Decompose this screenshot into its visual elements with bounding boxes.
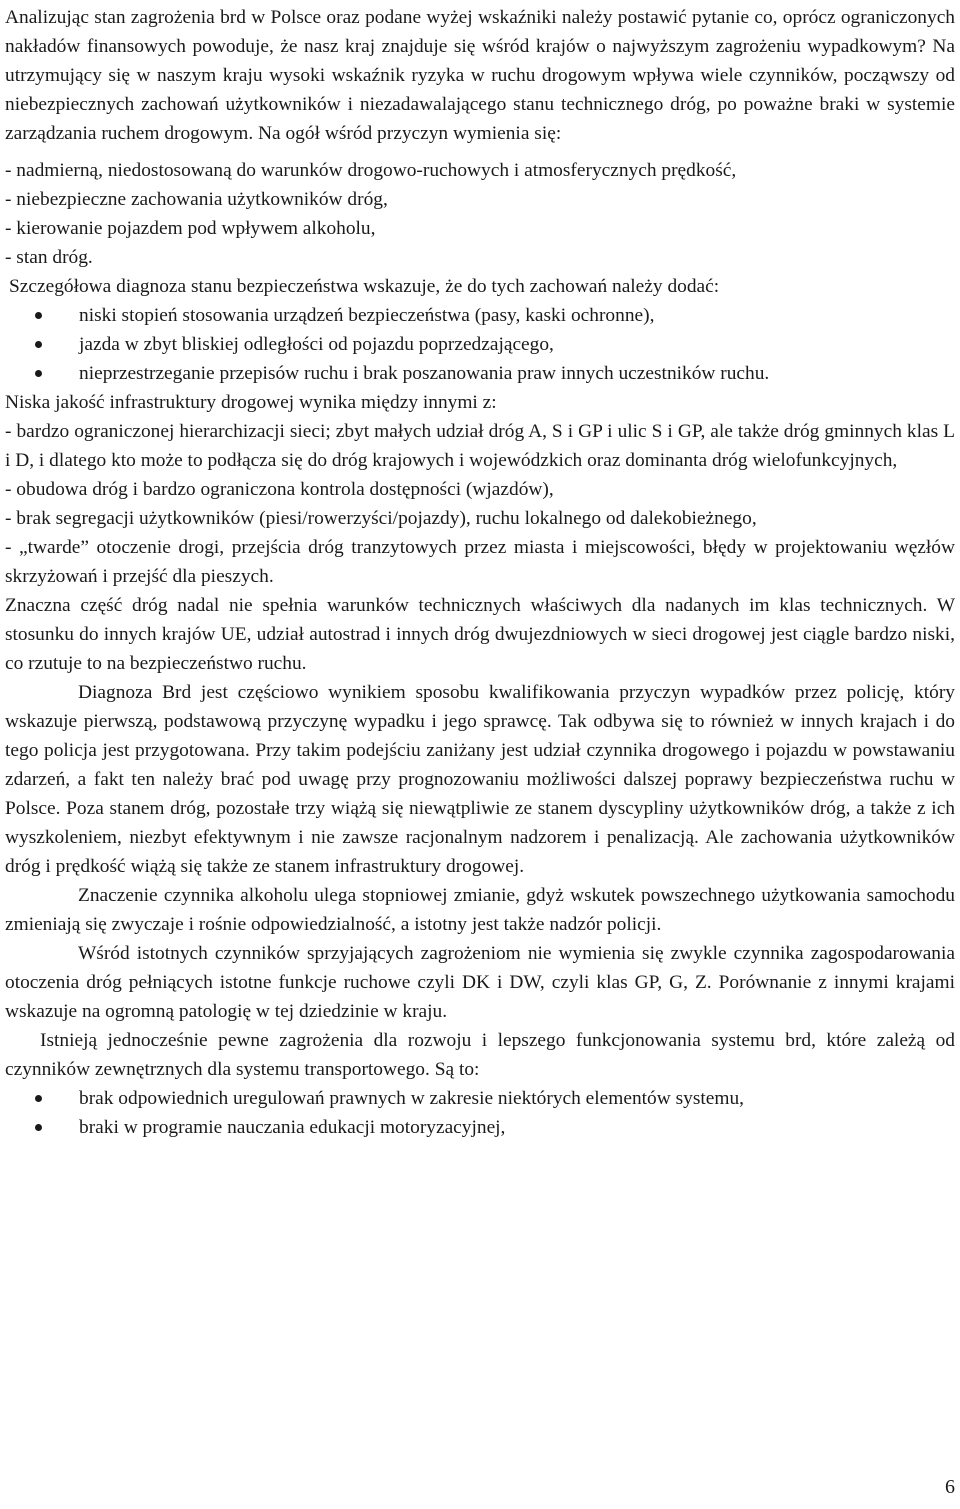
diagnosis-bullet-list bbox=[5, 301, 955, 388]
list-item-text: niski stopień stosowania urządzeń bezpieczeństwa (pasy, kaski ochronne), bbox=[79, 305, 655, 326]
list-item: - niebezpieczne zachowania użytkowników dróg, bbox=[5, 189, 388, 210]
list-item: - nadmierną, niedostosowaną do warunków drogowo-ruchowych i atmosferycznych prędkość, bbox=[5, 160, 737, 181]
page-number: 6 bbox=[945, 1476, 955, 1498]
body-paragraph: Istnieją jednocześnie pewne zagrożenia dla rozwoju i lepszego funkcjonowania systemu brd, które zależą od czynników zewnętrznych dla systemu transportowego. Są to: bbox=[5, 1030, 955, 1080]
infrastructure-list bbox=[5, 417, 955, 591]
bullet-icon bbox=[35, 341, 42, 348]
list-item: - brak segregacji użytkowników (piesi/rowerzyści/pojazdy), ruchu lokalnego od dalekobieżnego, bbox=[5, 508, 757, 529]
infrastructure-paragraph: Niska jakość infrastruktury drogowej wynika między innymi z: bbox=[5, 392, 497, 413]
list-item bbox=[5, 330, 955, 359]
body-paragraph: Wśród istotnych czynników sprzyjających zagrożeniom nie wymienia się zwykle czynnika zagospodarowania otoczenia dróg pełniących istotne funkcje ruchowe czyli DK i DW, czyli klas GP, G, Z. Porównanie z innymi krajami wskazuje na ogromną patologię w tej dziedzinie w kraju. bbox=[5, 943, 955, 1022]
body-paragraph: Znaczenie czynnika alkoholu ulega stopniowej zmianie, gdyż wskutek powszechnego użytkowania samochodu zmieniają się zwyczaje i rośnie odpowiedzialność, a istotny jest także nadzór policji. bbox=[5, 885, 955, 935]
list-item-text: braki w programie nauczania edukacji motoryzacyjnej, bbox=[79, 1117, 506, 1138]
list-item-text: jazda w zbyt bliskiej odległości od pojazdu poprzedzającego, bbox=[79, 334, 554, 355]
intro-paragraph: Analizując stan zagrożenia brd w Polsce oraz podane wyżej wskaźniki należy postawić pytanie co, oprócz ograniczonych nakładów finansowych powoduje, że nasz kraj znajduje się wśród krajów o najwyższym zagrożeniu wypadkowym? Na utrzymujący się w naszym kraju wysoki wskaźnik ryzyka w ruchu drogowym wpływa wiele czynników, począwszy od niebezpiecznych zachowań użytkowników i niezadawalającego stanu technicznego dróg, po poważne braki w systemie zarządzania ruchem drogowym. Na ogół wśród przyczyn wymienia się: bbox=[5, 7, 955, 144]
threats-bullet-list bbox=[5, 1084, 955, 1142]
body-paragraph: Diagnoza Brd jest częściowo wynikiem sposobu kwalifikowania przyczyn wypadków przez policję, który wskazuje pierwszą, podstawową przyczynę wypadku i jego sprawcę. Tak odbywa się to również w innych krajach i do tego policja jest przygotowana. Przy takim podejściu zaniżany jest udział czynnika drogowego i pojazdu w powstawaniu zdarzeń, a fakt ten należy brać pod uwagę przy prognozowaniu możliwości dalszej poprawy bezpieczeństwa ruchu w Polsce. Poza stanem dróg, pozostałe trzy wiążą się niewątpliwie ze stanem dyscypliny użytkowników dróg, a także z ich wyszkoleniem, niezbyt efektywnym i nie zawsze racjonalnym nadzorem i penalizacją. Ale zachowania użytkowników dróg i prędkość wiążą się także ze stanem infrastruktury drogowej. bbox=[5, 682, 955, 877]
list-item bbox=[5, 1084, 955, 1113]
bullet-icon bbox=[35, 1095, 42, 1102]
causes-list bbox=[5, 156, 955, 272]
list-item: - kierowanie pojazdem pod wpływem alkoholu, bbox=[5, 218, 376, 239]
list-item bbox=[5, 301, 955, 330]
list-item: - obudowa dróg i bardzo ograniczona kontrola dostępności (wjazdów), bbox=[5, 479, 554, 500]
bullet-icon bbox=[35, 1124, 42, 1131]
list-item: - „twarde” otoczenie drogi, przejścia dróg tranzytowych przez miasta i miejscowości, błędy w projektowaniu węzłów skrzyżowań i przejść dla pieszych. bbox=[5, 537, 955, 587]
list-item: - stan dróg. bbox=[5, 247, 93, 268]
document-page bbox=[5, 3, 955, 1142]
diagnosis-paragraph: Szczegółowa diagnoza stanu bezpieczeństwa wskazuje, że do tych zachowań należy dodać: bbox=[9, 276, 720, 297]
list-item bbox=[5, 359, 955, 388]
list-item: - bardzo ograniczonej hierarchizacji sieci; zbyt małych udział dróg A, S i GP i ulic S i GP, ale także dróg gminnych klas L i D, i dlatego kto może to podłącza się do dróg krajowych i wojewódzkich oraz dominanta dróg wielofunkcyjnych, bbox=[5, 421, 955, 471]
bullet-icon bbox=[35, 370, 42, 377]
list-item bbox=[5, 1113, 955, 1142]
list-item-text: brak odpowiednich uregulowań prawnych w zakresie niektórych elementów systemu, bbox=[79, 1088, 745, 1109]
list-item-text: nieprzestrzeganie przepisów ruchu i brak poszanowania praw innych uczestników ruchu. bbox=[79, 363, 770, 384]
body-paragraph: Znaczna część dróg nadal nie spełnia warunków technicznych właściwych dla nadanych im klas technicznych. W stosunku do innych krajów UE, udział autostrad i innych dróg dwujezdniowych w sieci drogowej jest ciągle bardzo niski, co rzutuje to na bezpieczeństwo ruchu. bbox=[5, 595, 956, 674]
bullet-icon bbox=[35, 312, 42, 319]
